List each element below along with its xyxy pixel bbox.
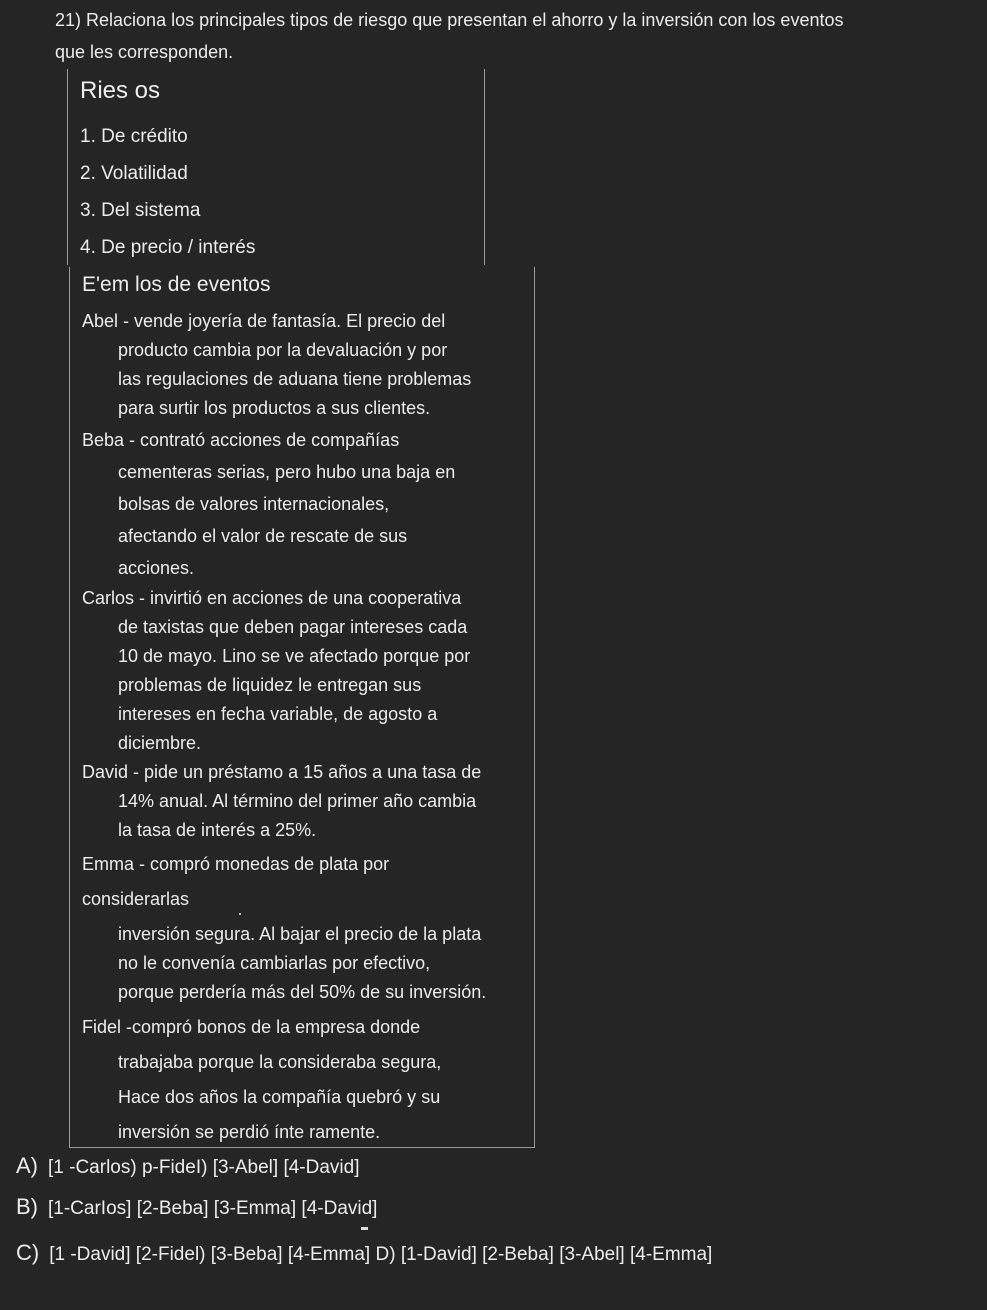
event-line: para surtir los productos a sus clientes.	[118, 398, 431, 418]
event-second-line: considerarlas	[82, 889, 190, 909]
event-line: trabajaba porque la consideraba segura,	[118, 1052, 442, 1072]
risk-item-3	[80, 197, 255, 234]
event-line: cementeras serias, pero hubo una baja en	[118, 462, 456, 482]
risk-item-label: Volatilidad	[101, 163, 188, 184]
event-carlos	[82, 584, 522, 758]
event-first-line: Abel - vende joyería de fantasía. El precio del	[82, 311, 446, 331]
question-number: 21)	[55, 10, 82, 30]
event-line: bolsas de valores internacionales,	[118, 494, 390, 514]
risk-item-label: De crédito	[101, 126, 188, 147]
event-first-line: Emma - compró monedas de plata por	[82, 854, 390, 874]
event-first-line: Fidel -compró bonos de la empresa donde	[82, 1017, 421, 1037]
risk-types-title: Ries os	[80, 77, 161, 104]
option-b[interactable]	[16, 1194, 377, 1220]
risk-item-4	[80, 234, 255, 271]
risk-item-label: Del sistema	[101, 200, 201, 221]
event-david	[82, 758, 522, 845]
option-a[interactable]	[16, 1153, 360, 1179]
event-line: inversión segura. Al bajar el precio de la plata	[118, 924, 482, 944]
risk-item-number: 1.	[80, 126, 96, 147]
event-line: de taxistas que deben pagar intereses cada	[118, 617, 468, 637]
event-line: producto cambia por la devaluación y por	[118, 340, 448, 360]
risk-item-number: 2.	[80, 163, 96, 184]
event-line: problemas de liquidez le entregan sus	[118, 675, 422, 695]
event-line: la tasa de interés a 25%.	[118, 820, 317, 840]
risk-item-number: 4.	[80, 237, 96, 258]
event-line: porque perdería más del 50% de su inversión.	[118, 982, 487, 1002]
events-panel	[69, 267, 535, 1148]
option-c[interactable]	[16, 1240, 712, 1266]
question-text	[55, 4, 955, 68]
risk-types-panel	[67, 69, 485, 265]
risk-item-label: De precio / interés	[101, 237, 256, 258]
event-line: intereses en fecha variable, de agosto a	[118, 704, 438, 724]
question-line-2: que les corresponden.	[55, 42, 234, 62]
event-fidel	[82, 1010, 500, 1150]
event-first-line: Beba - contrató acciones de compañías	[82, 430, 400, 450]
event-line: Hace dos años la compañía quebró y su	[118, 1087, 441, 1107]
event-first-line: David - pide un préstamo a 15 años a una tasa de	[82, 762, 482, 782]
risk-item-number: 3.	[80, 200, 96, 221]
option-text: [1 -Carlos) p-FideI) [3-Abel] [4-David]	[48, 1157, 360, 1178]
event-abel	[82, 307, 522, 423]
event-first-line: Carlos - invirtió en acciones de una cooperativa	[82, 588, 462, 608]
event-emma	[82, 847, 522, 917]
events-title: E'em los de eventos	[82, 273, 271, 296]
event-beba	[82, 424, 494, 584]
option-letter: B)	[16, 1194, 38, 1219]
risk-item-2	[80, 160, 255, 197]
event-line: 14% anual. Al término del primer año cambia	[118, 791, 477, 811]
event-line: 10 de mayo. Lino se ve afectado porque por	[118, 646, 471, 666]
stray-mark	[239, 913, 241, 915]
question-line-1: Relaciona los principales tipos de riesgo que presentan el ahorro y la inversión con los eventos	[86, 10, 844, 30]
option-text: [1 -David] [2-Fidel) [3-Beba] [4-Emma] D) [1-David] [2-Beba] [3-Abel] [4-Emma]	[49, 1244, 713, 1265]
event-line: acciones.	[118, 558, 195, 578]
event-line: diciembre.	[118, 733, 202, 753]
event-line: no le convenía cambiarlas por efectivo,	[118, 953, 431, 973]
stray-dash	[361, 1227, 368, 1230]
risk-types-list	[80, 123, 255, 271]
event-line: las regulaciones de aduana tiene problemas	[118, 369, 472, 389]
event-emma-continued	[82, 920, 520, 1007]
risk-item-1	[80, 123, 255, 160]
option-text: [1-CarIos] [2-Beba] [3-Emma] [4-David]	[48, 1198, 378, 1219]
event-line: inversión se perdió ínte ramente.	[118, 1122, 381, 1142]
event-line: afectando el valor de rescate de sus	[118, 526, 408, 546]
option-letter: C)	[16, 1240, 40, 1265]
option-letter: A)	[16, 1153, 38, 1178]
